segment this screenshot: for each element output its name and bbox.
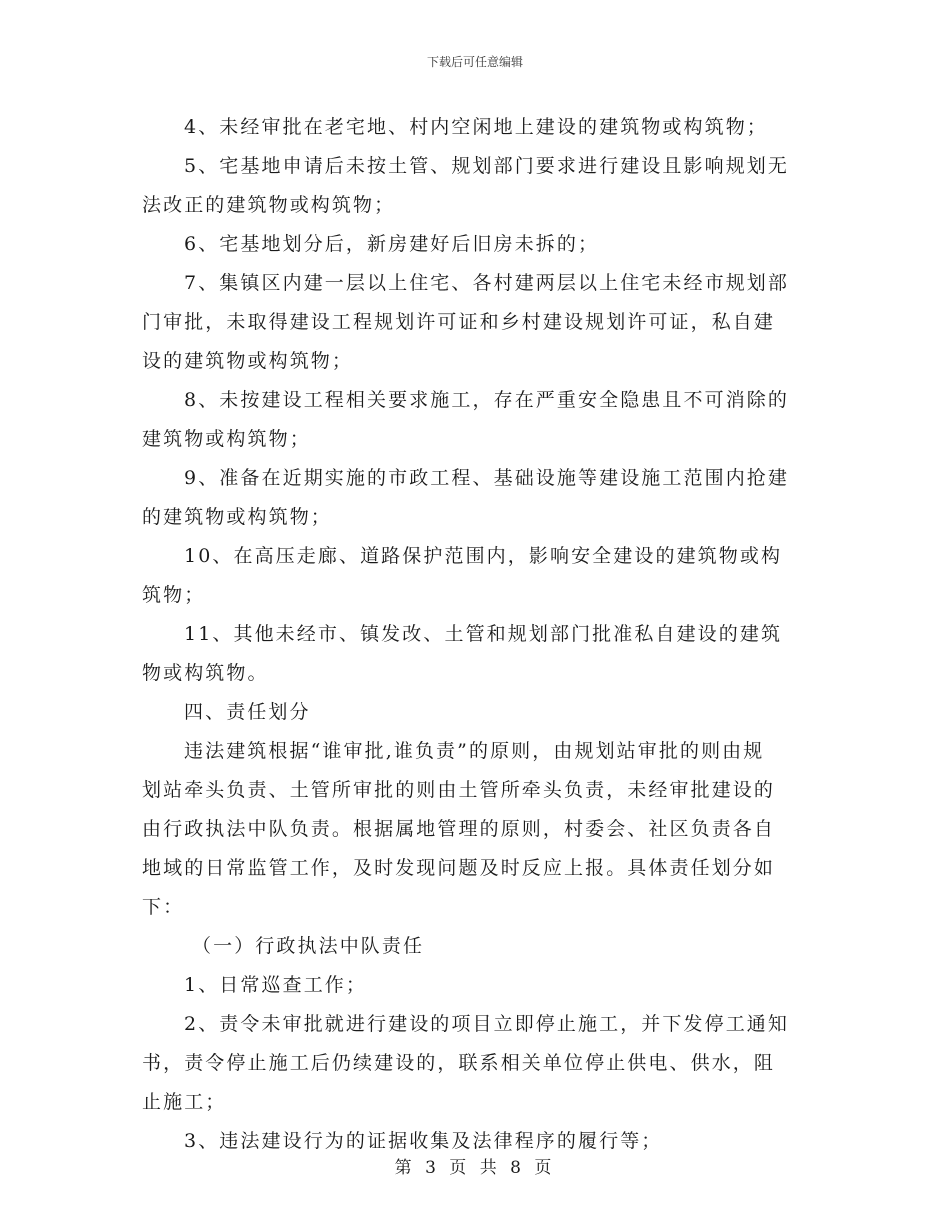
text-line: 下： [142, 896, 185, 918]
text-line: 法改正的建筑物或构筑物； [142, 194, 396, 216]
text-line: 书，责令停止施工后仍续建设的，联系相关单位停止供电、供水，阻 [142, 1052, 776, 1074]
text-line: 门审批，未取得建设工程规划许可证和乡村建设规划许可证，私自建 [142, 311, 776, 333]
text-line: 1、日常巡查工作； [184, 974, 367, 996]
text-line: 止施工； [142, 1091, 227, 1113]
text-line: 2、责令未审批就进行建设的项目立即停止施工，并下发停工通知 [184, 1013, 789, 1035]
text-line: 由行政执法中队负责。根据属地管理的原则，村委会、社区负责各自 [142, 818, 776, 840]
text-line: 设的建筑物或构筑物； [142, 350, 354, 372]
text-line: 地域的日常监管工作，及时发现问题及时反应上报。具体责任划分如 [142, 857, 776, 879]
text-line: 四、责任划分 [184, 701, 311, 723]
text-line: 的建筑物或构筑物； [142, 506, 332, 528]
page-header: 下载后可任意编辑 [426, 55, 523, 69]
text-line: 划站牵头负责、土管所审批的则由土管所牵头负责，未经审批建设的 [142, 779, 776, 801]
text-line: 物或构筑物。 [142, 662, 269, 684]
text-line: 6、宅基地划分后，新房建好后旧房未拆的； [184, 233, 600, 255]
text-line: 8、未按建设工程相关要求施工，存在严重安全隐患且不可消除的 [184, 389, 789, 411]
page-footer: 第 3 页 共 8 页 [394, 1158, 556, 1178]
text-line: 7、集镇区内建一层以上住宅、各村建两层以上住宅未经市规划部 [184, 272, 789, 294]
text-line: 4、未经审批在老宅地、村内空闲地上建设的建筑物或构筑物； [184, 116, 768, 138]
text-line: 违法建筑根据“谁审批,谁负责”的原则，由规划站审批的则由规 [184, 740, 765, 762]
text-line: （一）行政执法中队责任 [192, 935, 425, 957]
text-line: 筑物； [142, 584, 206, 606]
text-line: 3、违法建设行为的证据收集及法律程序的履行等； [184, 1130, 663, 1152]
text-line: 11、其他未经市、镇发改、土管和规划部门批准私自建设的建筑 [184, 623, 783, 645]
text-line: 5、宅基地申请后未按土管、规划部门要求进行建设且影响规划无 [184, 155, 789, 177]
text-line: 10、在高压走廊、道路保护范围内，影响安全建设的建筑物或构 [184, 545, 783, 567]
text-line: 9、准备在近期实施的市政工程、基础设施等建设施工范围内抢建 [184, 467, 789, 489]
text-line: 建筑物或构筑物； [142, 428, 311, 450]
document-body [142, 108, 812, 1161]
